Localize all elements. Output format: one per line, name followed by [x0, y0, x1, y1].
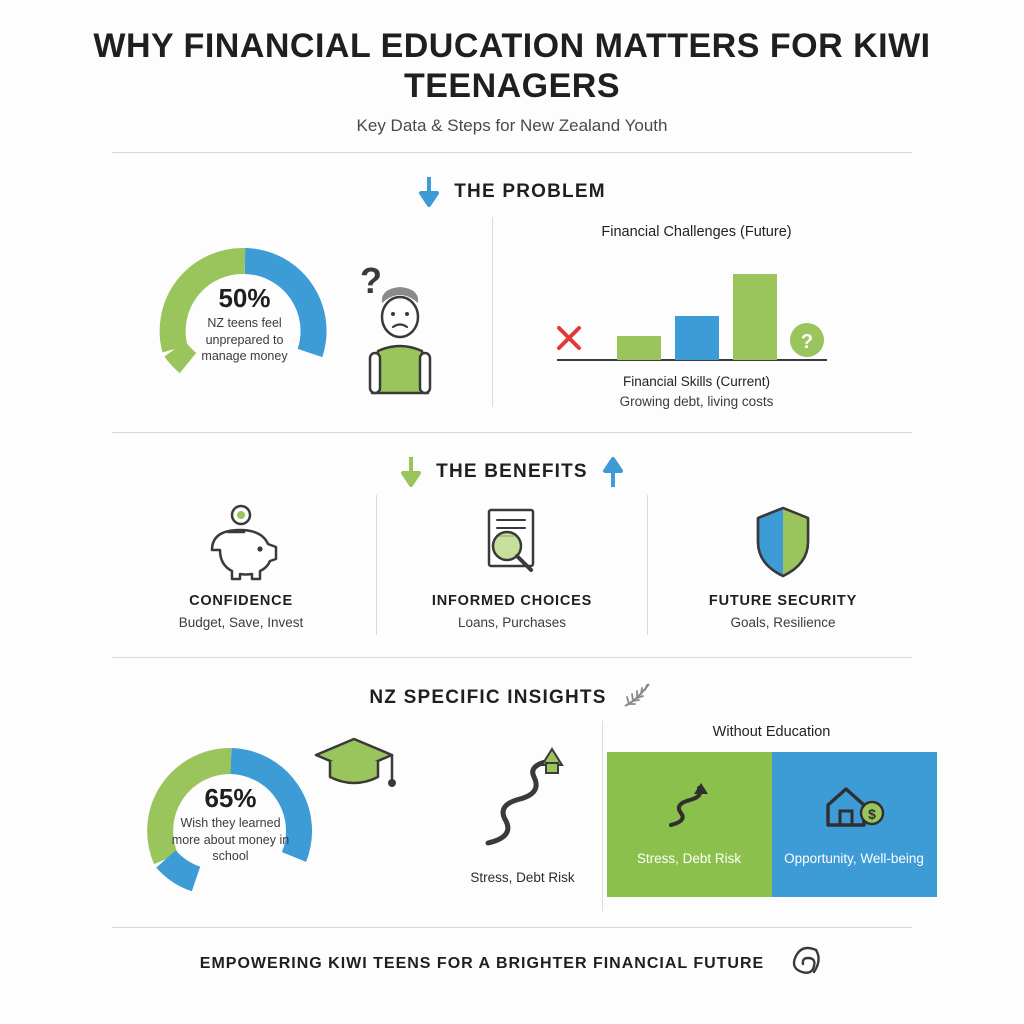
- benefit-informed-choices: [381, 495, 643, 630]
- arrow-up-blue-icon: [602, 455, 624, 489]
- nz-content: [46, 721, 978, 911]
- footer-divider: [112, 927, 912, 928]
- piggy-bank-icon: [118, 499, 364, 585]
- benefit-confidence: [110, 495, 372, 630]
- benefit-title: FUTURE SECURITY: [708, 593, 858, 610]
- benefit-future-security: [652, 495, 914, 630]
- problem-divider: [492, 217, 493, 407]
- poster-footer: [46, 944, 978, 983]
- arrow-down-green-icon: [400, 455, 422, 489]
- benefit-subtitle: Goals, Resilience: [730, 615, 836, 631]
- benefits-divider-1: [376, 495, 377, 635]
- donut-chart-wish-learned: [136, 731, 326, 891]
- koru-spiral-icon: [786, 944, 824, 983]
- shield-icon: [660, 499, 906, 585]
- donut-caption: Wish they learned more about money in school: [171, 816, 290, 864]
- bar-chart-title: Financial Challenges (Future): [601, 224, 792, 241]
- comparison-half-left: [607, 752, 772, 897]
- comparison-half-right: [772, 752, 937, 897]
- section-label-benefits: THE BENEFITS: [436, 461, 588, 483]
- bar-chart-caption-main: Financial Skills (Current): [622, 374, 771, 390]
- problem-content: [46, 217, 978, 412]
- benefit-subtitle: Budget, Save, Invest: [178, 615, 304, 631]
- page-title: WHY FINANCIAL EDUCATION MATTERS FOR KIWI TEENAGERS: [93, 27, 931, 106]
- nz-right: [607, 721, 937, 897]
- nz-path-label: Stress, Debt Risk: [470, 870, 575, 886]
- x-mark-icon: [559, 328, 579, 348]
- benefits-divider-2: [647, 495, 648, 635]
- confused-teen-illustration: [346, 231, 466, 412]
- donut-chart-unprepared: [150, 231, 340, 391]
- section-label-problem: THE PROBLEM: [454, 181, 606, 203]
- bar-chart-caption-sub: Growing debt, living costs: [619, 393, 774, 409]
- section-header-nz: [46, 680, 978, 715]
- bar-chart-challenges: [497, 252, 897, 372]
- section-header-benefits: [46, 455, 978, 489]
- nz-left: [88, 721, 448, 891]
- winding-path-arrow-icon: [448, 745, 598, 860]
- donut-percent: 65%: [204, 783, 257, 814]
- house-dollar-icon: [822, 781, 886, 837]
- benefits-content: [46, 495, 978, 635]
- svg-text:?: ?: [359, 260, 382, 302]
- arrow-down-icon: [418, 175, 440, 209]
- svg-text:?: ?: [800, 331, 813, 354]
- benefit-title: CONFIDENCE: [189, 593, 293, 610]
- donut-caption: NZ teens feel unprepared to manage money: [201, 316, 288, 364]
- problem-right: [497, 217, 897, 411]
- benefits-section-divider: [112, 657, 912, 658]
- benefit-subtitle: Loans, Purchases: [457, 615, 567, 631]
- question-mark-badge-icon: [790, 323, 824, 357]
- section-label-nz: NZ SPECIFIC INSIGHTS: [369, 686, 607, 708]
- winding-path-arrow-small-icon: [661, 781, 717, 837]
- donut-label-group: [150, 285, 340, 365]
- bar-2: [675, 316, 719, 360]
- footer-text: EMPOWERING KIWI TEENS FOR A BRIGHTER FINANCIAL FUTURE: [199, 954, 765, 972]
- benefit-title: INFORMED CHOICES: [431, 593, 593, 610]
- comparison-left-label: Stress, Debt Risk: [636, 850, 742, 866]
- bar-3: [733, 274, 777, 360]
- bar-chart-caption: [497, 372, 897, 411]
- problem-left: [128, 217, 488, 412]
- nz-divider: [602, 721, 603, 911]
- fern-leaf-icon: [621, 680, 655, 715]
- section-header-problem: [46, 175, 978, 209]
- poster-header: [46, 18, 978, 136]
- svg-text:$: $: [868, 806, 876, 822]
- comparison-title: Without Education: [712, 724, 831, 741]
- comparison-right-label: Opportunity, Well-being: [784, 850, 924, 866]
- header-divider: [112, 152, 912, 153]
- problem-section-divider: [112, 432, 912, 433]
- donut-label-group: [136, 785, 326, 865]
- nz-middle: [448, 721, 598, 888]
- comparison-chart: [607, 752, 937, 897]
- donut-percent: 50%: [218, 283, 271, 314]
- page-subtitle: Key Data & Steps for New Zealand Youth: [356, 116, 668, 136]
- bar-1: [617, 336, 661, 360]
- magnifier-document-icon: [389, 499, 635, 585]
